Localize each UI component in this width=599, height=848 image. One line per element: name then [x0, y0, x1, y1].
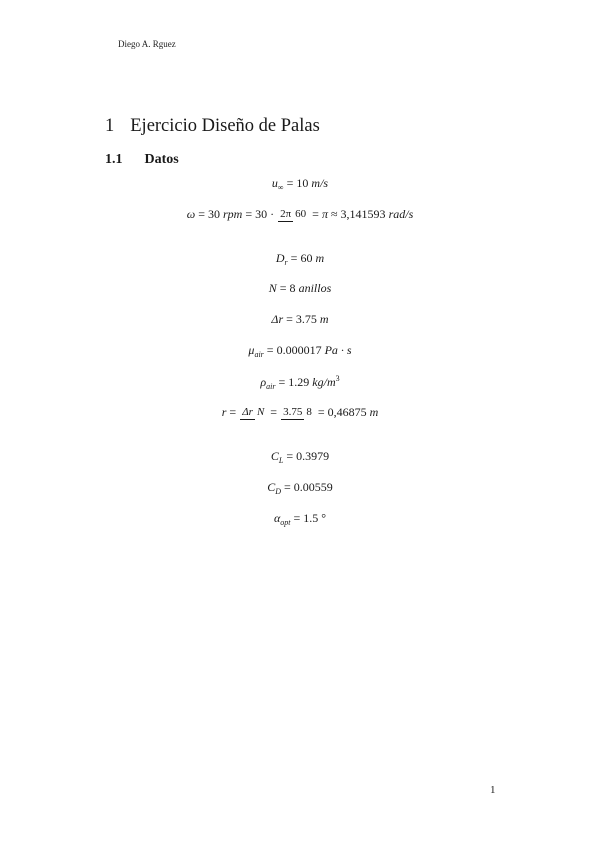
eq-value: ≈ 3,141593 [327, 207, 389, 221]
eq-subscript: opt [280, 518, 291, 527]
eq-unit: m [319, 312, 329, 326]
eq-symbol: Δr [271, 312, 284, 326]
eq-symbol: D [275, 251, 285, 265]
eq-symbol: π [321, 207, 328, 221]
fraction-numerator: 2π [280, 208, 292, 221]
eq-unit: kg/m [312, 375, 336, 389]
eq-symbol: ω [186, 207, 196, 221]
eq-value: = 0.000017 [263, 343, 325, 357]
equation-rho-air [150, 374, 450, 391]
eq-unit: m/s [311, 176, 329, 190]
equation-omega [150, 207, 450, 222]
eq-text: = [267, 405, 281, 419]
eq-unit: m [369, 405, 379, 419]
equation-n [150, 281, 450, 296]
subsection-title-text: Datos [144, 152, 179, 167]
eq-unit: rad/s [388, 207, 414, 221]
eq-text: = 30 [195, 207, 223, 221]
eq-subscript: L [278, 456, 284, 465]
eq-symbol: N [268, 281, 277, 295]
fraction-denominator: N [256, 406, 265, 419]
eq-value: = 1.29 [275, 375, 313, 389]
fraction-denominator: 8 [306, 406, 312, 419]
eq-exponent: 3 [335, 374, 340, 383]
eq-value: = 3.75 [283, 312, 320, 326]
eq-symbol: α [273, 511, 281, 525]
section-heading [105, 116, 320, 137]
eq-unit: anillos [298, 281, 332, 295]
fraction-numerator: 3.75 [283, 406, 303, 419]
equation-u-inf [150, 176, 450, 192]
fraction-denominator: 60 [295, 208, 307, 221]
eq-unit: m [315, 251, 325, 265]
eq-subscript: ∞ [277, 183, 284, 192]
eq-unit: Pa · s [324, 343, 352, 357]
subsection-heading [105, 152, 179, 168]
eq-symbol: C [270, 449, 279, 463]
eq-fraction [240, 406, 266, 420]
equation-c-d [150, 480, 450, 496]
eq-text: = [309, 207, 322, 221]
equation-alpha-opt [150, 511, 450, 527]
eq-value: = 8 [276, 281, 299, 295]
eq-symbol: C [267, 480, 276, 494]
eq-text: = [226, 405, 240, 419]
eq-value: = 60 [287, 251, 316, 265]
eq-subscript: air [266, 382, 276, 391]
eq-value: = 1.5 ° [290, 511, 327, 525]
eq-subscript: air [254, 350, 264, 359]
eq-symbol: u [271, 176, 278, 190]
equation-delta-r [150, 312, 450, 327]
eq-text: = 30 · [242, 207, 278, 221]
eq-unit: rpm [223, 207, 243, 221]
eq-subscript: r [284, 258, 288, 267]
eq-value: = 0.3979 [283, 449, 330, 463]
eq-value: = 0,46875 [314, 405, 370, 419]
fraction-numerator: Δr [242, 406, 253, 419]
eq-fraction [278, 208, 308, 222]
eq-subscript: D [275, 487, 281, 496]
eq-value: = 0.00559 [281, 480, 333, 494]
eq-fraction [281, 406, 314, 420]
subsection-number: 1.1 [105, 152, 123, 167]
section-number: 1 [105, 116, 115, 136]
eq-value: = 10 [286, 176, 309, 190]
running-header-author: Diego A. Rguez [118, 39, 176, 49]
equation-r [150, 405, 450, 420]
eq-symbol: r [221, 405, 227, 419]
eq-symbol: ρ [260, 375, 267, 389]
page-number: 1 [490, 784, 496, 796]
equation-c-l [150, 449, 450, 465]
eq-symbol: μ [248, 343, 255, 357]
section-title-text: Ejercicio Diseño de Palas [130, 116, 320, 136]
equation-mu-air [150, 343, 450, 359]
equation-d-r [150, 251, 450, 267]
